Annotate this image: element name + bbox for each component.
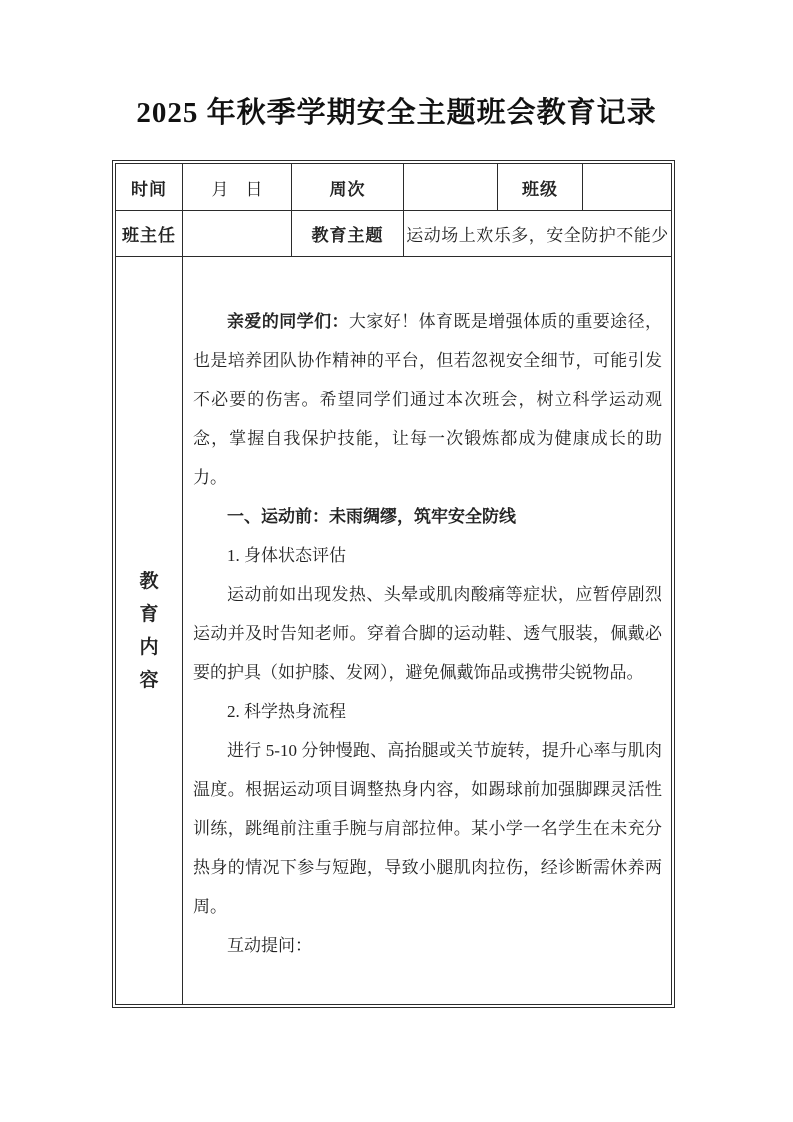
education-content-label: 教育内容	[139, 570, 159, 691]
record-table	[115, 163, 672, 1005]
item1-paragraph: 运动前如出现发热、头晕或肌肉酸痛等症状，应暂停剧烈运动并及时告知老师。穿着合脚的运动鞋、透气服装，佩戴必要的护具（如护膝、发网），避免佩戴饰品或携带尖锐物品。	[193, 584, 662, 682]
week-field[interactable]	[404, 164, 498, 211]
date-field[interactable]: 月 日	[183, 164, 292, 211]
header-row-1	[116, 164, 672, 211]
item1-title: 1. 身体状态评估	[227, 545, 346, 565]
head-teacher-field[interactable]	[183, 211, 292, 257]
interactive-question-prompt: 互动提问：	[227, 935, 312, 955]
education-content-label-cell	[116, 257, 183, 1005]
record-table-frame	[112, 160, 675, 1008]
section1-heading: 一、运动前：未雨绸缪，筑牢安全防线	[227, 506, 516, 526]
education-theme-label: 教育主题	[292, 211, 404, 257]
item2-paragraph: 进行 5-10 分钟慢跑、高抬腿或关节旋转，提升心率与肌肉温度。根据运动项目调整热身内容，如踢球前加强脚踝灵活性训练，跳绳前注重手腕与肩部拉伸。某小学一名学生在未充分热身的情况下参与短跑，导致小腿肌肉拉伤，经诊断需休养两周。	[193, 740, 662, 916]
intro-paragraph	[193, 302, 662, 497]
intro-body-text: 大家好！体育既是增强体质的重要途径，也是培养团队协作精神的平台，但若忽视安全细节，可能引发不必要的伤害。希望同学们通过本次班会，树立科学运动观念，掌握自我保护技能，让每一次锻炼都成为健康成长的助力。	[193, 311, 663, 487]
class-label: 班级	[498, 164, 583, 211]
header-row-2	[116, 211, 672, 257]
intro-lead-text: 亲爱的同学们：	[227, 311, 349, 331]
head-teacher-label: 班主任	[116, 211, 183, 257]
week-label: 周次	[292, 164, 404, 211]
time-label: 时间	[116, 164, 183, 211]
education-content-body	[183, 257, 672, 1005]
content-row	[116, 257, 672, 1005]
class-field[interactable]	[583, 164, 672, 211]
education-theme-value: 运动场上欢乐多，安全防护不能少	[404, 211, 672, 257]
document-title: 2025 年秋季学期安全主题班会教育记录	[136, 97, 657, 129]
item2-title: 2. 科学热身流程	[227, 701, 346, 721]
